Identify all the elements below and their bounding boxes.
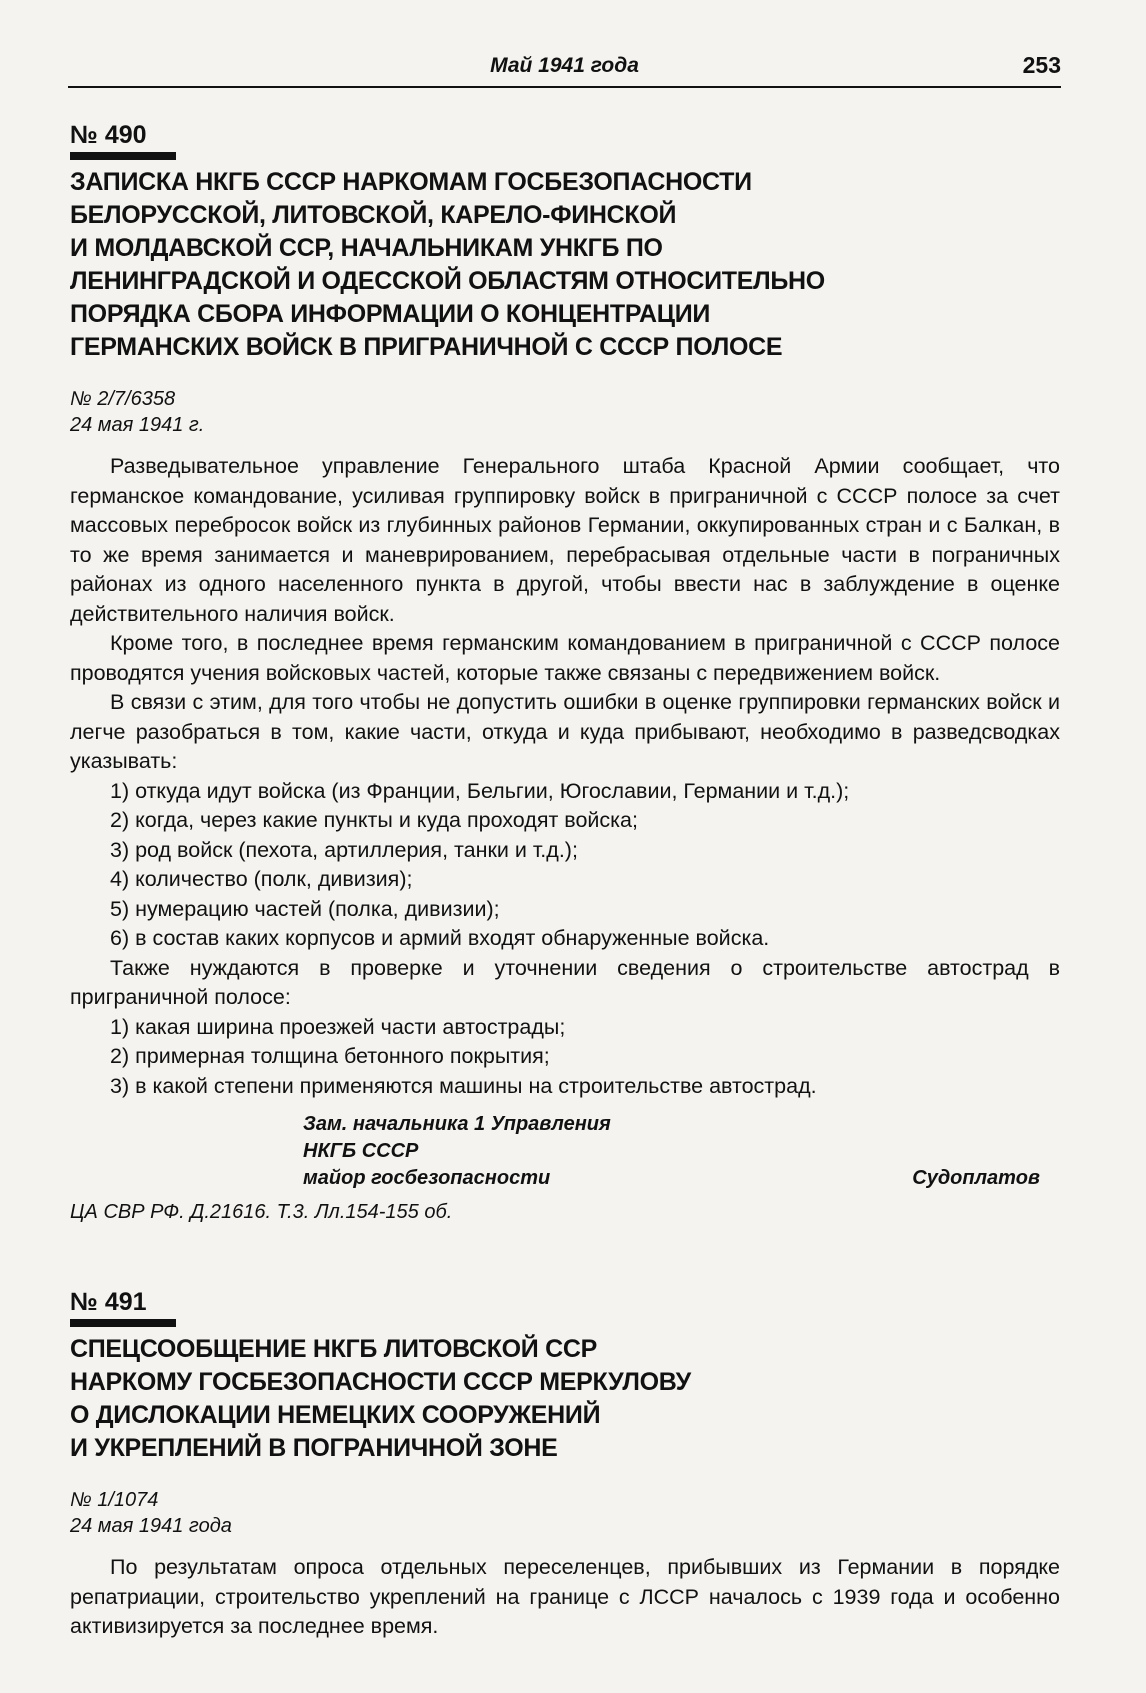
title-line: ПОРЯДКА СБОРА ИНФОРМАЦИИ О КОНЦЕНТРАЦИИ xyxy=(70,300,711,328)
title-line: О ДИСЛОКАЦИИ НЕМЕЦКИХ СООРУЖЕНИЙ xyxy=(70,1401,601,1429)
signer-rank: майор госбезопасности xyxy=(303,1167,551,1189)
title-line: И УКРЕПЛЕНИЙ В ПОГРАНИЧНОЙ ЗОНЕ xyxy=(70,1434,558,1462)
document-title xyxy=(70,1333,1060,1465)
list-item: 1) откуда идут войска (из Франции, Бельгии, Югославии, Германии и т.д.); xyxy=(110,778,850,803)
paragraph: В связи с этим, для того чтобы не допустить ошибки в оценке группировки германских войск и легче разобраться в том, какие части, откуда и куда прибывают, необходимо в разведсводках указывать: xyxy=(70,690,1060,773)
title-rule xyxy=(70,152,176,160)
signer-name: Судоплатов xyxy=(912,1167,1040,1189)
page-number: 253 xyxy=(1022,52,1061,78)
title-line: СПЕЦСООБЩЕНИЕ НКГБ ЛИТОВСКОЙ ССР xyxy=(70,1335,598,1363)
list-item: 3) в какой степени применяются машины на строительстве автострад. xyxy=(110,1073,817,1098)
document-body xyxy=(70,1553,1060,1642)
document-490 xyxy=(70,120,1060,1226)
archive-reference: ЦА СВР РФ. Д.21616. Т.3. Лл.154-155 об. xyxy=(70,1201,453,1223)
document-date: 24 мая 1941 года xyxy=(70,1515,232,1537)
running-header xyxy=(68,50,1061,88)
document-date: 24 мая 1941 г. xyxy=(70,414,205,436)
list-item: 1) какая ширина проезжей части автострады; xyxy=(110,1014,566,1039)
signature-block xyxy=(70,1111,1060,1192)
document-title xyxy=(70,166,1060,364)
title-line: ЛЕНИНГРАДСКОЙ И ОДЕССКОЙ ОБЛАСТЯМ ОТНОСИТЕЛЬНО xyxy=(70,267,825,295)
title-line: И МОЛДАВСКОЙ ССР, НАЧАЛЬНИКАМ УНКГБ ПО xyxy=(70,234,663,262)
paragraph: Разведывательное управление Генерального штаба Красной Армии сообщает, что германское командование, усиливая группировку войск в приграничной с СССР полосе за счет массовых перебросок войск из глубинных районов Германии, оккупированных стран и с Балкан, в то же время занимается и маневрированием, перебрасывая отдельные части в пограничных районах из одного населенного пункта в другой, чтобы ввести нас в заблуждение в оценке действительного наличия войск. xyxy=(70,454,1060,626)
document-number: № 491 xyxy=(70,1288,147,1316)
title-line: БЕЛОРУССКОЙ, ЛИТОВСКОЙ, КАРЕЛО-ФИНСКОЙ xyxy=(70,201,677,229)
title-rule xyxy=(70,1319,176,1327)
document-491 xyxy=(70,1287,1060,1642)
document-body xyxy=(70,452,1060,1101)
title-line: НАРКОМУ ГОСБЕЗОПАСНОСТИ СССР МЕРКУЛОВУ xyxy=(70,1368,691,1396)
paragraph: По результатам опроса отдельных переселенцев, прибывших из Германии в порядке репатриации, строительство укреплений на границе с ЛССР началось с 1939 года и особенно активизируется за последнее время. xyxy=(70,1555,1060,1638)
reference-number: № 2/7/6358 xyxy=(70,388,176,410)
list-item: 5) нумерацию частей (полка, дивизии); xyxy=(110,896,500,921)
title-line: ГЕРМАНСКИХ ВОЙСК В ПРИГРАНИЧНОЙ С СССР ПОЛОСЕ xyxy=(70,333,783,361)
list-item: 2) когда, через какие пункты и куда проходят войска; xyxy=(110,808,638,832)
list-item: 4) количество (полк, дивизия); xyxy=(110,867,413,891)
list-item: 3) род войск (пехота, артиллерия, танки и т.д.); xyxy=(110,837,578,862)
running-title: Май 1941 года xyxy=(490,54,639,77)
autobahn-questions-list xyxy=(70,1013,1060,1102)
list-item: 6) в состав каких корпусов и армий входят обнаруженные войска. xyxy=(110,926,770,950)
signer-position: Зам. начальника 1 Управления xyxy=(303,1113,611,1135)
paragraph: Также нуждаются в проверке и уточнении сведения о строительстве автострад в приграничной полосе: xyxy=(70,955,1060,1009)
reference-number: № 1/1074 xyxy=(70,1489,159,1511)
document-number: № 490 xyxy=(70,121,147,149)
title-line: ЗАПИСКА НКГБ СССР НАРКОМАМ ГОСБЕЗОПАСНОСТИ xyxy=(70,168,752,196)
intel-requirements-list xyxy=(70,777,1060,954)
paragraph: Кроме того, в последнее время германским командованием в приграничной с СССР полосе проводятся учения войсковых частей, которые также связаны с передвижением войск. xyxy=(70,631,1060,685)
list-item: 2) примерная толщина бетонного покрытия; xyxy=(110,1044,550,1068)
signer-organization: НКГБ СССР xyxy=(303,1140,419,1162)
